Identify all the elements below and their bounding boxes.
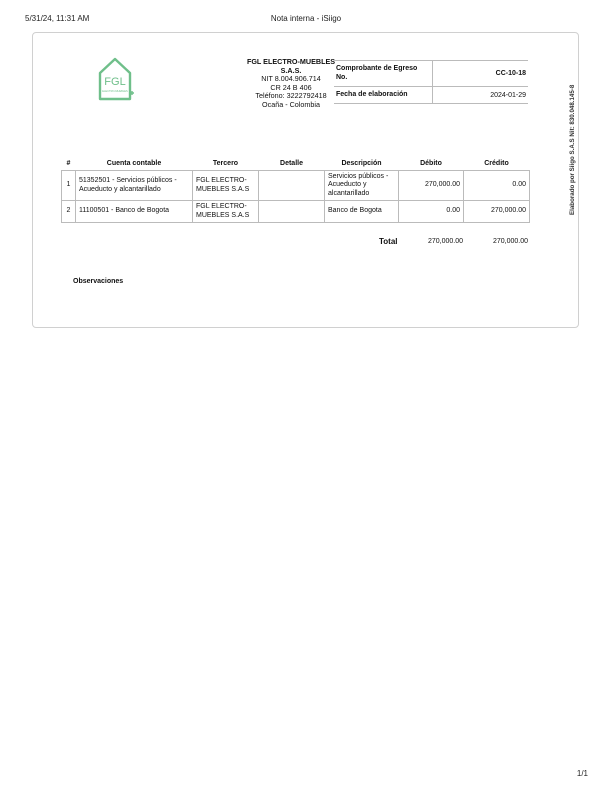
table-header-row bbox=[62, 157, 530, 171]
document-info-box bbox=[334, 60, 528, 104]
header-cuenta: Cuenta contable bbox=[106, 160, 162, 167]
table-row bbox=[62, 201, 530, 223]
cell-detalle bbox=[259, 171, 325, 201]
company-address: CR 24 B 406 bbox=[270, 82, 312, 92]
voucher-label: Comprobante de Egreso No. bbox=[336, 65, 418, 81]
cell-descripcion: Banco de Bogota bbox=[325, 201, 399, 223]
company-logo bbox=[95, 55, 135, 103]
cell-credito: 270,000.00 bbox=[464, 201, 530, 223]
header-tercero: Tercero bbox=[212, 160, 239, 167]
table-row bbox=[62, 171, 530, 201]
total-credito: 270,000.00 bbox=[492, 238, 528, 245]
print-title: Nota interna - iSiigo bbox=[270, 14, 342, 23]
print-datetime: 5/31/24, 11:31 AM bbox=[25, 14, 90, 23]
company-info bbox=[238, 58, 344, 110]
cell-cuenta: 11100501 - Banco de Bogota bbox=[76, 201, 193, 223]
company-city: Ocaña - Colombia bbox=[262, 99, 320, 109]
company-nit: NIT 8.004.906.714 bbox=[261, 74, 321, 84]
header-detalle: Detalle bbox=[280, 160, 303, 167]
side-note: Elaborado por Siigo S.A.S Nit: 830.048.145-8 bbox=[569, 84, 576, 215]
logo-subtext: ELECTRO-MUEBLES bbox=[102, 90, 128, 93]
logo-text: FGL bbox=[104, 76, 126, 88]
voucher-number: CC-10-18 bbox=[432, 61, 528, 86]
cell-descripcion: Servicios públicos - Acueducto y alcantarillado bbox=[325, 171, 399, 201]
date-row bbox=[334, 87, 528, 104]
cell-credito: 0.00 bbox=[464, 171, 530, 201]
total-label: Total bbox=[379, 237, 398, 246]
total-debito: 270,000.00 bbox=[427, 238, 463, 245]
cell-tercero: FGL ELECTRO-MUEBLES S.A.S bbox=[193, 171, 259, 201]
header-descripcion: Descripción bbox=[341, 160, 382, 167]
voucher-row bbox=[334, 60, 528, 87]
date-label: Fecha de elaboración bbox=[336, 90, 408, 98]
cell-debito: 0.00 bbox=[399, 201, 464, 223]
company-phone: Teléfono: 3222792418 bbox=[255, 91, 327, 101]
header-debito: Débito bbox=[420, 160, 442, 167]
header-credito: Crédito bbox=[484, 160, 509, 167]
document-card bbox=[32, 32, 579, 328]
cell-index: 1 bbox=[62, 171, 76, 201]
header-index: # bbox=[66, 160, 71, 167]
cell-tercero: FGL ELECTRO-MUEBLES S.A.S bbox=[193, 201, 259, 223]
page-number: 1/1 bbox=[576, 769, 588, 778]
cell-detalle bbox=[259, 201, 325, 223]
cell-cuenta: 51352501 - Servicios públicos - Acueducto y alcantarillado bbox=[76, 171, 193, 201]
date-value: 2024-01-29 bbox=[432, 87, 528, 103]
observaciones-label: Observaciones bbox=[73, 278, 124, 285]
entries-table bbox=[61, 157, 530, 223]
cell-debito: 270,000.00 bbox=[399, 171, 464, 201]
cell-index: 2 bbox=[62, 201, 76, 223]
company-name: FGL ELECTRO-MUEBLES S.A.S. bbox=[246, 57, 336, 75]
